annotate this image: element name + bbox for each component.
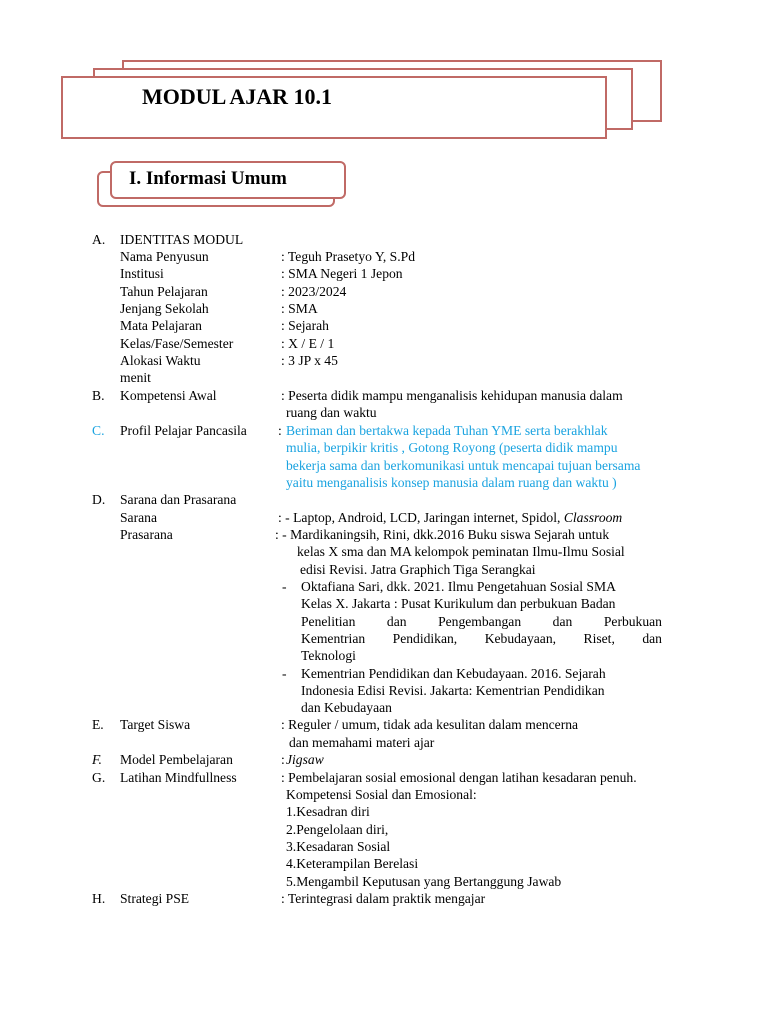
label-model-pembelajaran: Model Pembelajaran [120,752,233,767]
label-nama-penyusun: Nama Penyusun [120,249,209,264]
identitas-heading: IDENTITAS MODUL [120,232,244,247]
label-alokasi-waktu: Alokasi Waktu [120,353,201,368]
sarana-classroom: Classroom [563,510,623,525]
value-nama-penyusun: : Teguh Prasetyo Y, S.Pd [281,249,415,264]
label-mata-pelajaran: Mata Pelajaran [120,318,202,333]
label-prasarana: Prasarana [120,527,173,542]
alokasi-waktu-wrap: menit [120,370,151,385]
profil-line-4: yaitu menganalisis konsep manusia dalam ruang dan waktu ) [286,475,617,490]
label-strategi-pse: Strategi PSE [120,891,190,906]
page-title: MODUL AJAR 10.1 [142,84,333,109]
value-mata-pelajaran: : Sejarah [281,318,329,333]
label-latihan-mindfullness: Latihan Mindfullness [120,770,237,785]
value-institusi: : SMA Negeri 1 Jepon [281,266,403,281]
letter-c: C. [92,423,105,438]
word: dan [642,631,662,646]
word: Kebudayaan, [484,631,557,646]
word: Riset, [583,631,615,646]
ref2-line-1: Oktafiana Sari, dkk. 2021. Ilmu Pengetahuan Sosial SMA [301,579,616,594]
word: Pendidikan, [392,631,458,646]
letter-b: B. [92,388,105,403]
ref1-line-3: edisi Revisi. Jatra Graphich Tiga Serangkai [300,562,536,577]
label-sarana: Sarana [120,510,157,525]
label-kompetensi-awal: Kompetensi Awal [120,388,217,403]
letter-g: G. [92,770,106,785]
mindfullness-line-4: 2.Pengelolaan diri, [286,822,389,837]
ref3-dash: - [282,666,287,681]
mindfullness-line-5: 3.Kesadaran Sosial [286,839,391,854]
word: Pengembangan [438,614,522,629]
word: Penelitian [301,614,356,629]
value-jenjang-sekolah: : SMA [281,301,318,316]
ref3-line-1: Kementrian Pendidikan dan Kebudayaan. 2016. Sejarah [301,666,606,681]
mindfullness-line-1: : Pembelajaran sosial emosional dengan latihan kesadaran penuh. [281,770,637,785]
value-tahun-pelajaran: : 2023/2024 [281,284,347,299]
target-siswa-line-1: : Reguler / umum, tidak ada kesulitan dalam mencerna [281,717,579,732]
label-profil-pelajar: Profil Pelajar Pancasila [120,423,247,438]
letter-f: F. [92,752,102,767]
profil-line-1: Beriman dan bertakwa kepada Tuhan YME serta berakhlak [286,423,608,438]
sarana-prasarana-heading: Sarana dan Prasarana [120,492,237,507]
profil-line-2: mulia, berpikir kritis , Gotong Royong (peserta didik mampu [286,440,618,455]
ref1-line-2: kelas X sma dan MA kelompok peminatan Ilmu-Ilmu Sosial [297,544,625,559]
label-target-siswa: Target Siswa [120,717,191,732]
target-siswa-line-2: dan memahami materi ajar [289,735,435,750]
strategi-pse-value: : Terintegrasi dalam praktik mengajar [281,891,486,906]
label-institusi: Institusi [120,266,164,281]
word: dan [386,614,407,629]
kompetensi-awal-line-2: ruang dan waktu [286,405,377,420]
letter-e: E. [92,717,104,732]
letter-a: A. [92,232,106,247]
kompetensi-awal-line-1: : Peserta didik mampu menganalisis kehidupan manusia dalam [281,388,623,403]
label-tahun-pelajaran: Tahun Pelajaran [120,284,208,299]
mindfullness-line-2: Kompetensi Sosial dan Emosional: [286,787,477,802]
ref3-line-3: dan Kebudayaan [301,700,392,715]
value-alokasi-waktu: : 3 JP x 45 [281,353,338,368]
mindfullness-line-6: 4.Keterampilan Berelasi [286,856,419,871]
section-title: I. Informasi Umum [129,168,287,189]
profil-line-3: bekerja sama dan berkomunikasi untuk mencapai tujuan bersama [286,458,641,473]
model-value: Jigsaw [286,752,324,767]
letter-d: D. [92,492,106,507]
sarana-text: : - Laptop, Android, LCD, Jaringan internet, Spidol, [278,510,561,525]
label-jenjang-sekolah: Jenjang Sekolah [120,301,209,316]
ref2-line-2: Kelas X. Jakarta : Pusat Kurikulum dan perbukuan Badan [301,596,616,611]
letter-h: H. [92,891,106,906]
label-kelas-fase-semester: Kelas/Fase/Semester [120,336,234,351]
value-sarana [278,509,622,526]
mindfullness-line-7: 5.Mengambil Keputusan yang Bertanggung Jawab [286,874,562,889]
value-kelas-fase-semester: : X / E / 1 [281,336,335,351]
word: dan [552,614,573,629]
word: Perbukuan [603,614,662,629]
word: Kementrian [301,631,366,646]
ref2-dash: - [282,579,287,594]
model-colon: : [281,752,285,767]
ref2-line-5: Teknologi [301,648,356,663]
profil-colon: : [278,423,282,438]
ref3-line-2: Indonesia Edisi Revisi. Jakarta: Kementrian Pendidikan [301,683,605,698]
ref1-line-1: : - Mardikaningsih, Rini, dkk.2016 Buku siswa Sejarah untuk [275,527,610,542]
mindfullness-line-3: 1.Kesadran diri [286,804,370,819]
ref2-line-4 [301,630,662,647]
ref2-line-3 [301,613,662,630]
